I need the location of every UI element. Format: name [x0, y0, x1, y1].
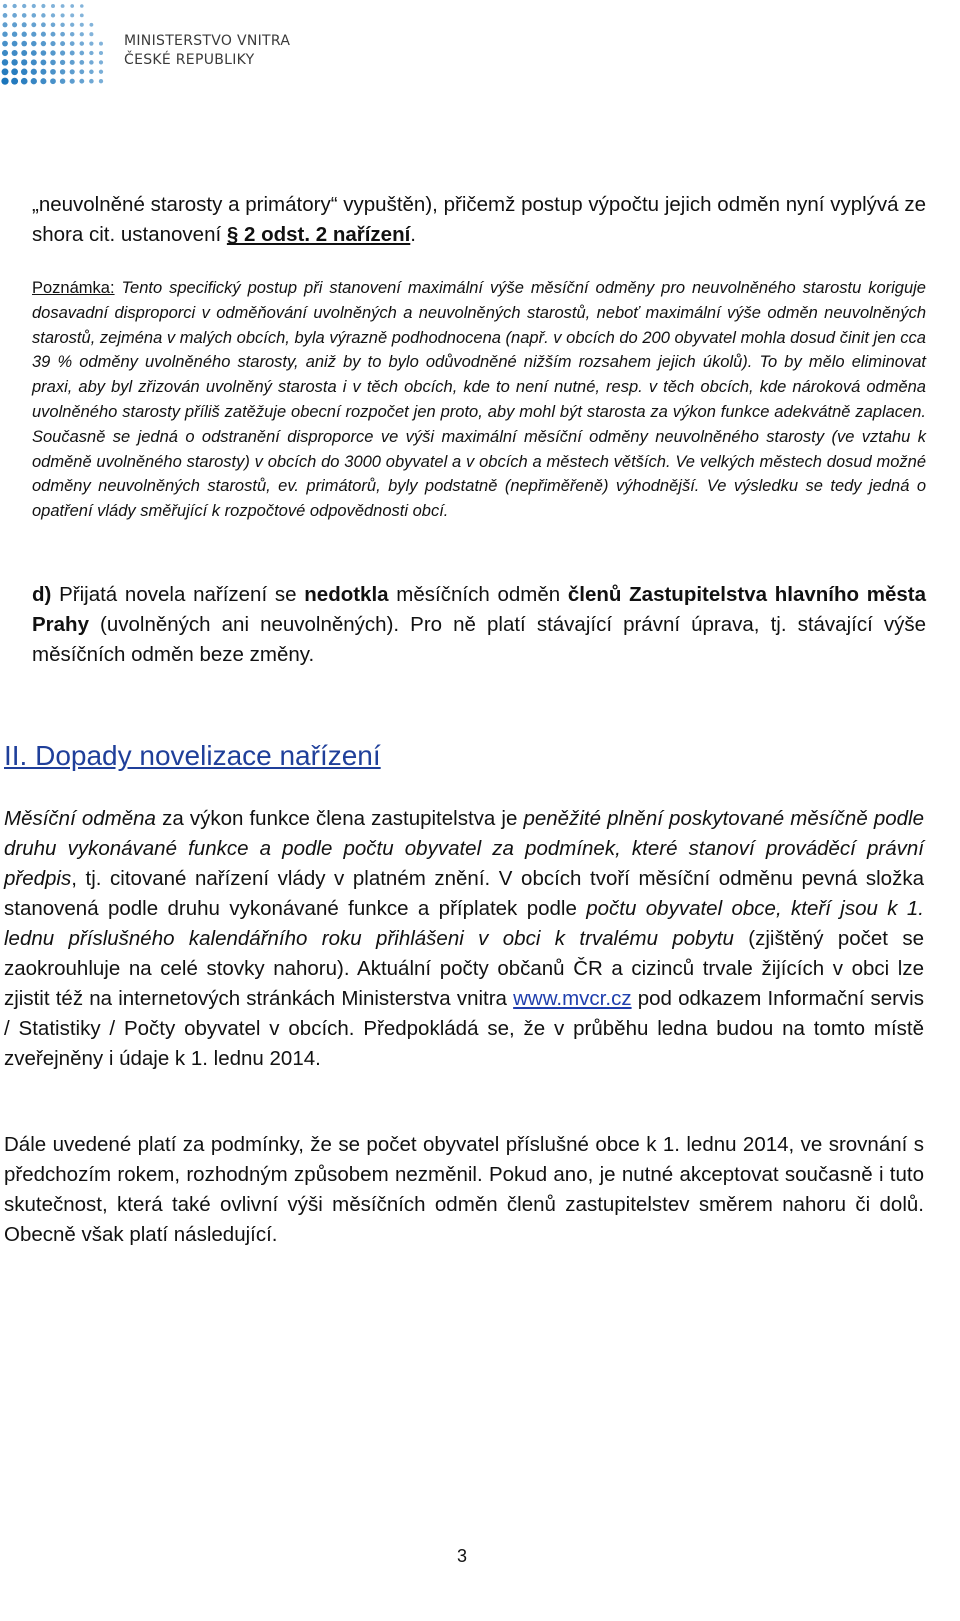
logo-dot [2, 31, 7, 36]
logo-dot [12, 4, 16, 8]
logo-dot [41, 41, 46, 46]
logo-dot [31, 32, 36, 37]
logo-dot [70, 13, 74, 17]
p2-definition: peněžité plnění poskytované měsíčně podle druhu vykonávané funkce a podle počtu obyvatel za podmínek, které stanoví prováděcí právní předpis [4, 807, 924, 890]
paragraph-intro [32, 190, 926, 250]
section-heading: II. Dopady novelizace nařízení [4, 740, 381, 771]
logo-dot [22, 4, 26, 8]
p2-text-2: , tj. citované nařízení vlády v platném znění. V obcích tvoří měsíční odměnu pevná složka stanovená podle druhu vykonávané funkce a příplatek podle [4, 867, 924, 920]
paragraph-d [32, 580, 926, 670]
logo-dot [89, 60, 93, 64]
term-monthly-reward: Měsíční odměna [4, 807, 156, 830]
logo-dot [31, 78, 37, 84]
logo-dot [89, 70, 94, 75]
logo-dot [51, 4, 55, 8]
logo-line-2: ČESKÉ REPUBLIKY [124, 52, 255, 68]
logo-dot [80, 23, 84, 27]
logo-dot [2, 68, 9, 75]
logo-dot [32, 4, 36, 8]
logo-dot [22, 13, 27, 18]
logo-dot [80, 32, 84, 36]
logo-dot [21, 69, 28, 76]
logo-dot [70, 60, 75, 65]
page-number: 3 [456, 1546, 467, 1566]
logo-dot [60, 32, 65, 37]
logo-dot [70, 41, 75, 46]
p2-text-1: za výkon funkce člena zastupitelstva je [155, 807, 524, 830]
logo-dot [41, 4, 45, 8]
logo-dot [89, 79, 94, 84]
logo-dot [70, 69, 75, 74]
logo-dots-icon [0, 0, 112, 86]
item-d-text-3: (uvolněných ani neuvolněných). Pro ně platí stávající právní úprava, tj. stávající výše měsíčních odměn beze změny. [32, 613, 926, 666]
logo-dot [51, 13, 55, 17]
item-d-bold-1: nedotkla [304, 583, 389, 606]
logo-dot [50, 78, 56, 84]
logo-dot [99, 60, 103, 64]
logo-dot [2, 22, 7, 27]
paragraph-conditions: Dále uvedené platí za podmínky, že se počet obyvatel příslušné obce k 1. lednu 2014, ve srovnání s předchozím rokem, rozhodným způsobem nezměnil. Pokud ano, je nutné akceptovat současně i tuto skutečnost, která také ovlivní výši měsíčních odměn členů zastupitelstev směrem nahoru či dolů. Obecně však platí následující. [4, 1133, 924, 1246]
mvcr-link[interactable]: www.mvcr.cz [513, 987, 632, 1010]
logo-dot [61, 4, 65, 8]
logo-dot [51, 32, 56, 37]
logo-dot [99, 42, 103, 46]
logo-dot [79, 51, 84, 56]
logo-dot [70, 32, 74, 36]
logo-dot [2, 59, 8, 65]
logo-dot [11, 68, 18, 75]
logo-dot [40, 59, 46, 65]
logo-dot [21, 50, 27, 56]
logo-dot [80, 4, 84, 8]
logo-dot [89, 32, 93, 36]
logo-dot [60, 78, 65, 83]
logo-dot [70, 51, 75, 56]
logo-dot [12, 41, 18, 47]
item-d-text-1: Přijatá novela nařízení se [51, 583, 305, 606]
logo-dot [79, 60, 84, 65]
intro-end: . [410, 223, 416, 246]
logo-dot [99, 70, 103, 74]
note-label: Poznámka: [32, 279, 115, 297]
logo-dot [32, 13, 37, 18]
item-d-text-2: měsíčních odměn [388, 583, 568, 606]
logo-dot [12, 22, 17, 27]
intro-text: „neuvolněné starosty a primátory“ vypuštěn), přičemž postup výpočtu jejich odměn nyní vyplývá ze shora cit. ustanovení [32, 193, 926, 246]
logo-dot [41, 50, 47, 56]
logo-dot [40, 78, 46, 84]
logo-dot [22, 22, 27, 27]
logo-dot [21, 78, 28, 85]
logo-dot [22, 32, 27, 37]
logo-dot [31, 41, 37, 47]
logo-dot [79, 69, 84, 74]
logo-dot [80, 41, 84, 45]
logo-dot [41, 22, 46, 27]
logo-dot [89, 51, 93, 55]
logo-dot [60, 60, 65, 65]
logo-dot [51, 22, 56, 27]
logo-dot [3, 13, 8, 18]
p2-text-3: (zjištěný počet se zaokrouhluje na celé stovky nahoru). Aktuální počty občanů ČR a cizinců trvale žijících v obci lze zjistit též na internetových stránkách Ministerstva vnitra [4, 927, 924, 1010]
logo-dot [70, 79, 75, 84]
logo-dot [2, 41, 8, 47]
logo-dot [11, 78, 18, 85]
p2-population-rule: počtu obyvatel obce, kteří jsou k 1. lednu příslušného kalendářního roku přihlášeni v obci k trvalému pobytu [4, 897, 924, 950]
logo-dot [40, 69, 46, 75]
logo-dot [60, 69, 65, 74]
logo-dot [99, 79, 103, 83]
law-reference: § 2 odst. 2 nařízení [226, 223, 411, 246]
logo-dot [2, 50, 8, 56]
logo-dot [31, 50, 37, 56]
logo-dot [41, 32, 46, 37]
logo-dot [31, 59, 37, 65]
logo-dot [70, 23, 74, 27]
logo-dot [89, 41, 93, 45]
logo-dot [60, 41, 65, 46]
logo-dot [21, 41, 27, 47]
item-d-marker: d) [32, 583, 52, 606]
logo-dot [41, 13, 45, 17]
logo-dot [12, 13, 17, 18]
logo-dot [60, 23, 64, 27]
logo-dot [11, 59, 17, 65]
logo-dot [21, 59, 27, 65]
item-d-bold-2: členů Zastupitelstva hlavního města Prahy [32, 583, 926, 636]
logo-dot [70, 4, 74, 8]
logo-dot [50, 69, 56, 75]
note-paragraph [32, 276, 926, 524]
logo-dot [79, 79, 84, 84]
logo-dot [50, 50, 55, 55]
note-text: Tento specifický postup při stanovení maximální výše měsíční odměny pro neuvolněného starostu koriguje dosavadní disproporci v odměňování uvolněných a neuvolněných starostů, neboť maximální výše odměn neuvolněných starostů, zejména v malých obcích, byla výrazně podhodnocena (např. v obcích do 200 obyvatel mohla dosud činit jen cca 39 % odměny uvolněného starosty, aniž by to bylo odůvodněné nižším rozsahem jejich úkolů). To by mělo eliminovat praxi, aby byl zřizován uvolněný starosta i v těch obcích, kde to není nutné, resp. v těch obcích, kde nároková odměna uvolněného starosty příliš zatěžuje obecní rozpočet jen proto, aby mohl být starosta za výkon funkce adekvátně zaplacen. Současně se jedná o odstranění disproporce ve výši maximální měsíční odměny neuvolněného starosty (ve vztahu k odměně uvolněného starosty) v obcích do 3000 obyvatel a v obcích a městech větších. Ve velkých městech dosud možné odměny neuvolněných starostů, ev. primátorů, byly podstatně (nepřiměřeně) výhodnější. Ve výsledku se tedy jedná o opatření vlády směřující k rozpočtové odpovědnosti obcí. [32, 279, 926, 521]
logo-dot [80, 14, 84, 18]
logo-dot [61, 13, 65, 17]
logo-dot [12, 32, 17, 37]
logo-text [124, 32, 290, 70]
logo-dot [31, 69, 37, 75]
logo-dot [31, 22, 36, 27]
logo-dot [1, 78, 8, 85]
p2-text-4: pod odkazem Informační servis / Statistiky / Počty obyvatel v obcích. Předpokládá se, že v průběhu ledna budou na tomto místě zveřejněny i údaje k 1. lednu 2014. [4, 987, 924, 1070]
logo-dot [3, 4, 7, 8]
ministry-logo [0, 0, 300, 86]
logo-dot [50, 41, 55, 46]
paragraph-monthly-reward [4, 804, 924, 1074]
logo-dot [50, 60, 56, 66]
logo-line-1: MINISTERSTVO VNITRA [124, 33, 291, 49]
logo-dot [12, 50, 18, 56]
logo-dot [60, 50, 65, 55]
logo-dot [89, 23, 93, 27]
logo-dot [99, 51, 103, 55]
